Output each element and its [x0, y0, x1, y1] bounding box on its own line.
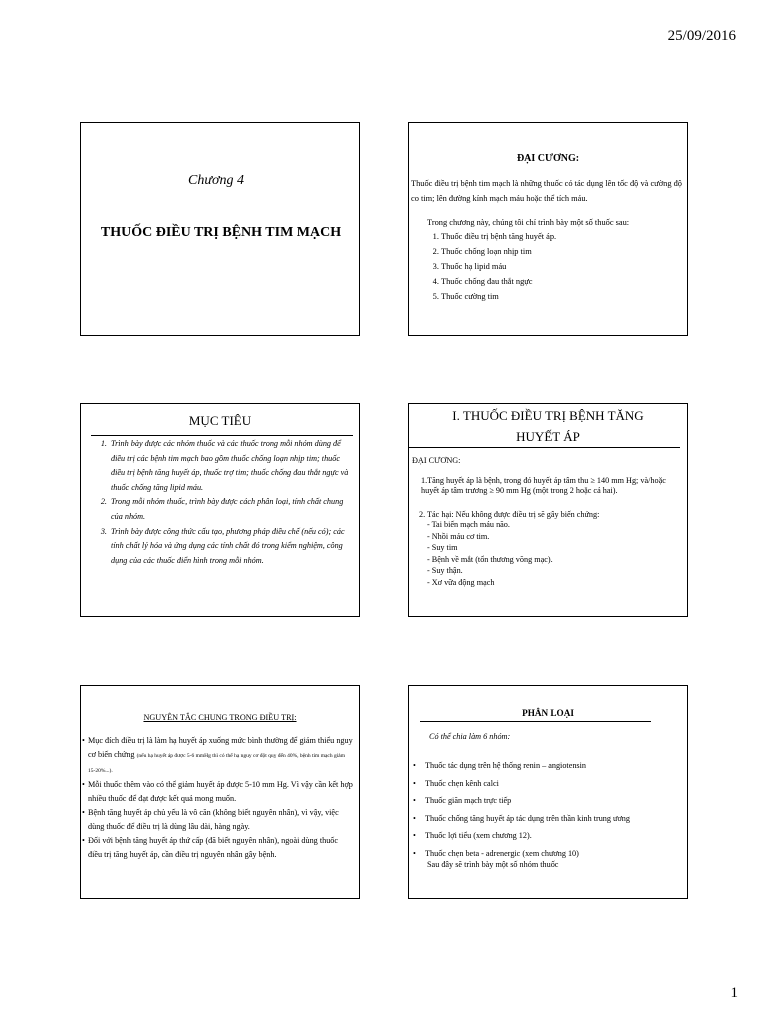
list-item: - Nhồi máu cơ tim.	[427, 531, 490, 541]
list-item: • Bệnh tăng huyết áp chủ yếu là vô căn (không biết nguyên nhân), vì vậy, việc dùng thuốc để điều trị là dùng lâu dài, hàng ngày.	[85, 806, 353, 834]
complication-list	[427, 519, 687, 589]
list-item	[85, 734, 353, 778]
closing-note: Sau đây sẽ trình bày một số nhóm thuốc	[427, 860, 559, 869]
chapter-label: Chương 4	[188, 173, 244, 188]
list-item: - Bệnh về mắt (tổn thương võng mạc).	[427, 554, 553, 564]
slide-principles	[80, 685, 360, 899]
slide-heading: NGUYÊN TẮC CHUNG TRONG ĐIỀU TRỊ:	[143, 713, 297, 722]
slide-overview	[408, 122, 688, 336]
heading-line: I. THUỐC ĐIỀU TRỊ BỆNH TĂNG	[452, 408, 644, 423]
list-item: • Thuốc chẹn beta - adrenergic (xem chương 10)	[409, 845, 687, 863]
list-item: • Thuốc tác dụng trên hệ thống renin – angiotensin	[409, 757, 687, 775]
list-item: • Mỗi thuốc thêm vào có thể giảm huyết áp được 5-10 mm Hg. Vì vậy cần kết hợp nhiều thuốc để đạt được kết quả mong muốn.	[85, 778, 353, 806]
list-item: • Thuốc lợi tiểu (xem chương 12).	[409, 827, 687, 845]
list-item: - Suy tim	[427, 543, 458, 553]
list-item: 2. Trong mỗi nhóm thuốc, trình bày được cách phân loại, tính chất chung của nhóm.	[109, 495, 353, 524]
group-list	[409, 757, 687, 862]
section-subheading: Có thể chia làm 6 nhóm:	[429, 732, 511, 741]
list-item: - Tai biến mạch máu não.	[427, 520, 510, 529]
list-item: 1. Thuốc điều trị bệnh tăng huyết áp.	[441, 229, 687, 244]
list-item: 3. Trình bày được công thức cấu tạo, phương pháp điều chế (nếu có); các tính chất lý hóa và ứng dụng các tính chất đó trong kiểm nghiệm, công dụng của các thuốc điển hình trong mỗi nhóm.	[109, 525, 353, 569]
list-item: • Thuốc giãn mạch trực tiếp	[409, 792, 687, 810]
slide-title	[80, 122, 360, 336]
slide-classification	[408, 685, 688, 899]
list-item-text: Mục đích điều trị là làm hạ huyết áp xuống mức bình thường để giảm thiểu nguy cơ biến chứng	[88, 736, 353, 759]
harm-paragraph: 2. Tác hại: Nếu không được điều trị sẽ gây biến chứng:	[419, 510, 600, 519]
slide-heading: PHÂN LOẠI	[522, 708, 574, 718]
slide-objectives	[80, 403, 360, 617]
list-item: • Thuốc chống tăng huyết áp tác dụng trên thần kinh trung ương	[409, 810, 687, 828]
divider	[91, 435, 353, 436]
slide-heading	[409, 405, 687, 447]
definition-paragraph: 1.Tăng huyết áp là bệnh, trong đó huyết áp tâm thu ≥ 140 mm Hg; và/hoặc huyết áp tâm trương ≥ 90 mm Hg (một trong 2 hoặc cả hai).	[421, 476, 666, 495]
list-item: • Đối với bệnh tăng huyết áp thứ cấp (đã biết nguyên nhân), ngoài dùng thuốc điều trị tăng huyết áp, cần điều trị nguyên nhân gây bệnh.	[85, 834, 353, 862]
topic-list	[409, 229, 687, 304]
list-item: 2. Thuốc chống loạn nhịp tim	[441, 244, 687, 259]
list-item-note: (nếu hạ huyết áp được 5-6 mmHg thì có thể hạ nguy cơ đột quỵ đến 40%, bệnh tim mạch giảm 15-20%...).	[88, 753, 345, 774]
slide-heading: MỤC TIÊU	[188, 413, 252, 428]
divider	[420, 721, 651, 722]
page-number: 1	[730, 985, 738, 1001]
list-item: 4. Thuốc chống đau thắt ngực	[441, 274, 687, 289]
list-item: 1. Trình bày được các nhóm thuốc và các thuốc trong mỗi nhóm dùng để điều trị các bệnh tim mạch bao gồm thuốc chống loạn nhịp tim; thuốc điều trị bệnh tăng huyết áp, thuốc trợ tim; thuốc chống đau thắt ngực và thuốc chống tăng lipid máu.	[109, 437, 353, 495]
list-item: - Suy thận.	[427, 566, 463, 576]
principle-list	[81, 734, 353, 862]
heading-line: HUYẾT ÁP	[516, 429, 580, 444]
lead-text: Trong chương này, chúng tôi chỉ trình bày một số thuốc sau:	[427, 218, 630, 227]
list-item: • Thuốc chẹn kênh calci	[409, 775, 687, 793]
slide-hypertension	[408, 403, 688, 617]
slide-heading: ĐẠI CƯƠNG:	[516, 153, 580, 164]
chapter-title: THUỐC ĐIỀU TRỊ BỆNH TIM MẠCH	[100, 225, 342, 240]
list-item: 3. Thuốc hạ lipid máu	[441, 259, 687, 274]
list-item: - Xơ vữa động mạch	[427, 577, 495, 587]
intro-paragraph: Thuốc điều trị bệnh tim mạch là những thuốc có tác dụng lên tốc độ và cường độ co tim; lên đường kính mạch máu hoặc thể tích máu.	[411, 179, 682, 203]
page-date: 25/09/2016	[667, 28, 736, 44]
objective-list	[81, 437, 353, 568]
section-subheading: ĐẠI CƯƠNG:	[412, 456, 461, 465]
list-item: 5. Thuốc cường tim	[441, 289, 687, 304]
divider	[409, 447, 680, 448]
